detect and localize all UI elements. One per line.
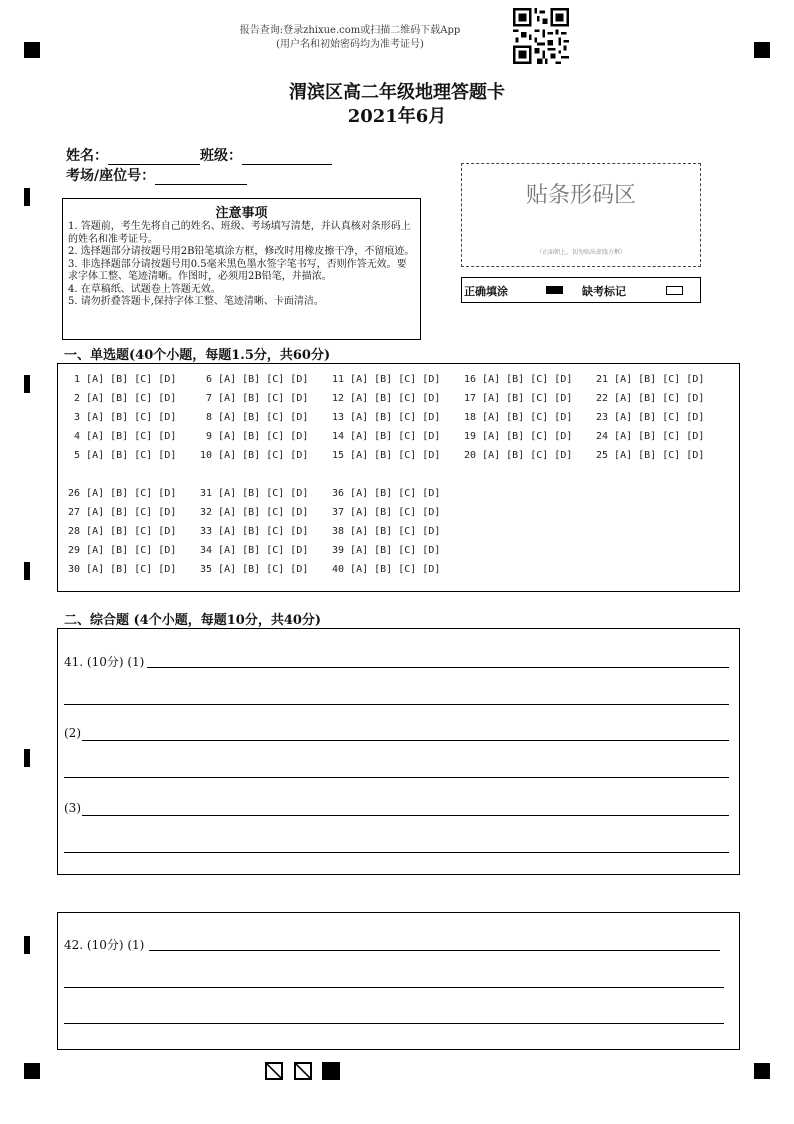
question-4-options[interactable]: 4 [A] [B] [C] [D] [68,431,177,442]
question-22-options[interactable]: 22 [A] [B] [C] [D] [596,393,705,404]
section2-title: 二、综合题 (4个小题，每题10分，共40分) [64,613,322,628]
question-12-options[interactable]: 12 [A] [B] [C] [D] [332,393,441,404]
answer-line[interactable] [64,704,729,705]
question-41-part3-label: (3) [64,801,81,815]
name-class-row [66,145,332,165]
question-15-options[interactable]: 15 [A] [B] [C] [D] [332,450,441,461]
question-21-options[interactable]: 21 [A] [B] [C] [D] [596,374,705,385]
notice-item: 2. 选择题部分请按题号用2B铅笔填涂方框，修改时用橡皮擦干净，不留痕迹。 [68,246,415,257]
correct-fill-sample [546,286,563,294]
fill-legend [461,277,701,303]
question-16-options[interactable]: 16 [A] [B] [C] [D] [464,374,573,385]
timing-mark [24,562,30,580]
question-8-options[interactable]: 8 [A] [B] [C] [D] [200,412,309,423]
question-25-options[interactable]: 25 [A] [B] [C] [D] [596,450,705,461]
question-30-options[interactable]: 30 [A] [B] [C] [D] [68,564,177,575]
question-17-options[interactable]: 17 [A] [B] [C] [D] [464,393,573,404]
corner-mark-bottom-right [754,1063,770,1079]
question-9-options[interactable]: 9 [A] [B] [C] [D] [200,431,309,442]
exam-date: 2021年6月 [347,106,447,127]
notice-item: 4. 在草稿纸、试题卷上答题无效。 [68,283,221,295]
answer-line[interactable] [82,815,729,816]
question-5-options[interactable]: 5 [A] [B] [C] [D] [68,450,177,461]
question-32-options[interactable]: 32 [A] [B] [C] [D] [200,507,309,518]
question-34-options[interactable]: 34 [A] [B] [C] [D] [200,545,309,556]
question-41-part2-label: (2) [64,726,81,740]
timing-mark [24,936,30,954]
question-7-options[interactable]: 7 [A] [B] [C] [D] [200,393,309,404]
answer-line[interactable] [64,852,729,853]
seat-row [66,165,247,185]
correct-fill-label: 正确填涂 [464,285,508,298]
question-36-options[interactable]: 36 [A] [B] [C] [D] [332,488,441,499]
question-41-label: 41. (10分) (1) [64,655,145,669]
question-20-options[interactable]: 20 [A] [B] [C] [D] [464,450,573,461]
qr-code-icon [513,8,569,64]
question-6-options[interactable]: 6 [A] [B] [C] [D] [200,374,309,385]
timing-mark [24,749,30,767]
question-10-options[interactable]: 10 [A] [B] [C] [D] [200,450,309,461]
name-label: 姓名： [66,148,108,164]
barcode-area-title: 贴条形码区 [525,183,636,208]
question-38-options[interactable]: 38 [A] [B] [C] [D] [332,526,441,537]
notice-item: 1. 答题前，考生先将自己的姓名、班级、考场填写清楚，并认真核对条形码上的姓名和准考证号。 [68,221,411,245]
page-mark-filled [322,1062,340,1080]
class-field[interactable] [242,150,332,165]
question-42-box [57,912,740,1050]
question-35-options[interactable]: 35 [A] [B] [C] [D] [200,564,309,575]
page-title: 渭滨区高二年级地理答题卡 [289,82,505,103]
question-23-options[interactable]: 23 [A] [B] [C] [D] [596,412,705,423]
question-31-options[interactable]: 31 [A] [B] [C] [D] [200,488,309,499]
timing-mark [24,188,30,206]
notice-box [62,198,421,340]
seat-field[interactable] [155,170,247,185]
corner-mark-top-left [24,42,40,58]
question-28-options[interactable]: 28 [A] [B] [C] [D] [68,526,177,537]
question-24-options[interactable]: 24 [A] [B] [C] [D] [596,431,705,442]
answer-line[interactable] [149,950,720,951]
timing-mark [24,375,30,393]
question-14-options[interactable]: 14 [A] [B] [C] [D] [332,431,441,442]
answer-line[interactable] [64,777,729,778]
report-query-line: 报告查询:登录zhixue.com或扫描二维码下载App [239,25,461,36]
question-41-box [57,628,740,875]
question-40-options[interactable]: 40 [A] [B] [C] [D] [332,564,441,575]
answer-line[interactable] [64,987,724,988]
answer-line[interactable] [64,1023,724,1024]
page-mark-hatched [265,1062,283,1080]
absent-mark-label: 缺考标记 [582,285,626,298]
question-19-options[interactable]: 19 [A] [B] [C] [D] [464,431,573,442]
question-2-options[interactable]: 2 [A] [B] [C] [D] [68,393,177,404]
question-42-label: 42. (10分) (1) [64,938,145,952]
name-field[interactable] [108,150,200,165]
question-37-options[interactable]: 37 [A] [B] [C] [D] [332,507,441,518]
corner-mark-bottom-left [24,1063,40,1079]
question-3-options[interactable]: 3 [A] [B] [C] [D] [68,412,177,423]
question-27-options[interactable]: 27 [A] [B] [C] [D] [68,507,177,518]
answer-line[interactable] [82,740,729,741]
notice-item: 5. 请勿折叠答题卡,保持字体工整、笔迹清晰、卡面清洁。 [68,296,324,307]
question-29-options[interactable]: 29 [A] [B] [C] [D] [68,545,177,556]
notice-title: 注意事项 [215,206,268,221]
notice-item: 3. 非选择题部分请按题号用0.5毫米黑色墨水签字笔书写，否则作答无效。要求字体工整、笔迹清晰。作图时，必须用2B铅笔，并描浓。 [68,258,407,282]
question-33-options[interactable]: 33 [A] [B] [C] [D] [200,526,309,537]
question-11-options[interactable]: 11 [A] [B] [C] [D] [332,374,441,385]
report-credentials-line: (用户名和初始密码均为准考证号) [276,39,424,50]
barcode-area-hint: （正面朝上，切勿贴出虚线方框） [535,249,626,256]
seat-label: 考场/座位号： [66,168,156,184]
corner-mark-top-right [754,42,770,58]
class-label: 班级： [200,148,242,164]
barcode-area [461,163,701,267]
question-18-options[interactable]: 18 [A] [B] [C] [D] [464,412,573,423]
question-1-options[interactable]: 1 [A] [B] [C] [D] [68,374,177,385]
absent-mark-box[interactable] [666,286,683,295]
question-26-options[interactable]: 26 [A] [B] [C] [D] [68,488,177,499]
multiple-choice-box [57,363,740,592]
question-13-options[interactable]: 13 [A] [B] [C] [D] [332,412,441,423]
answer-line[interactable] [147,667,729,668]
section1-title: 一、单选题(40个小题，每题1.5分，共60分) [64,348,331,363]
question-39-options[interactable]: 39 [A] [B] [C] [D] [332,545,441,556]
page-mark-hatched [294,1062,312,1080]
